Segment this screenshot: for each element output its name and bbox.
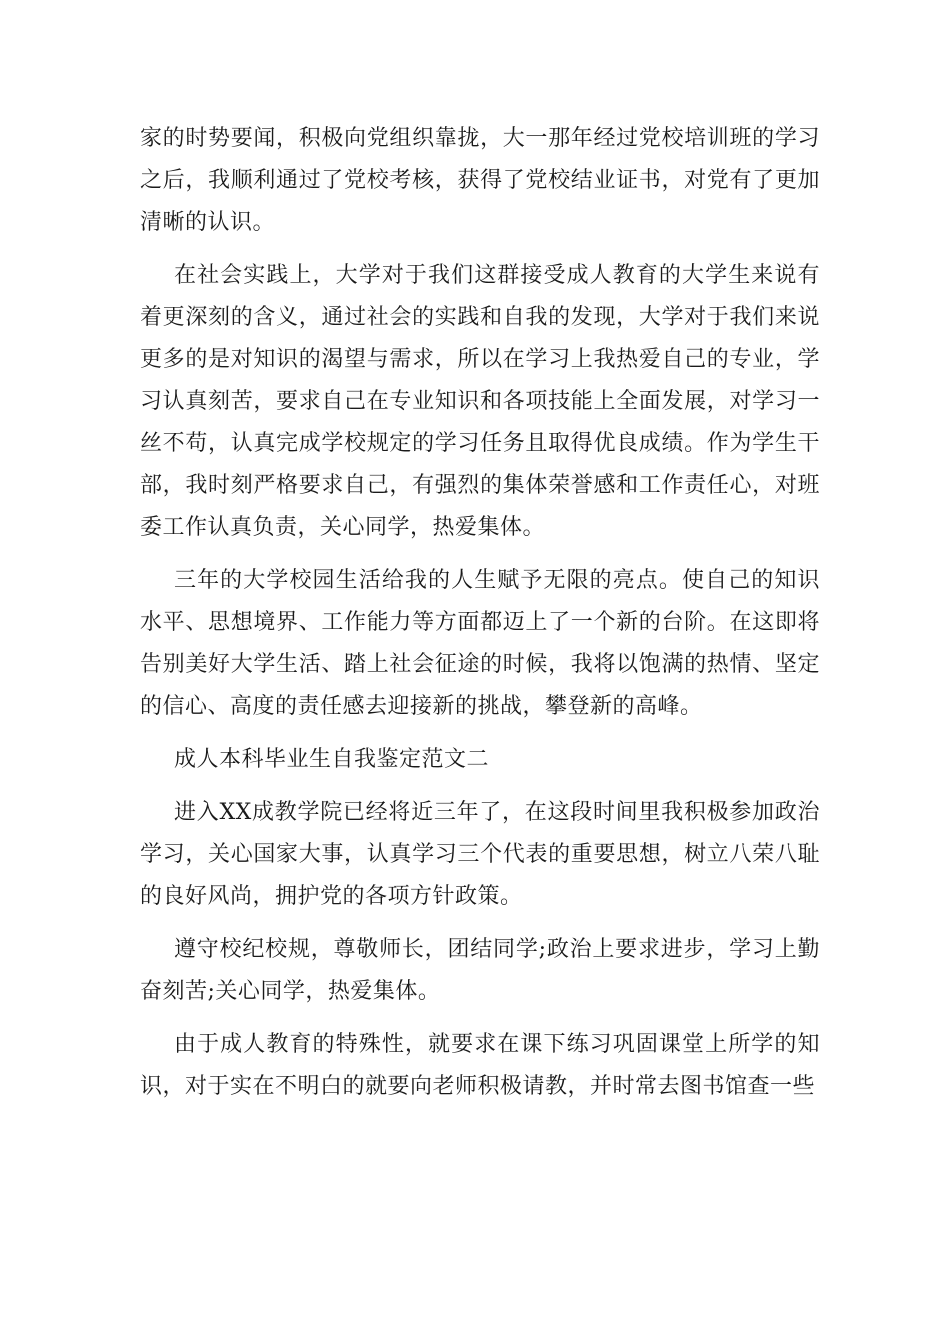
paragraph-continuation: 家的时势要闻，积极向党组织靠拢，大一那年经过党校培训班的学习之后，我顺利通过了党校考核，获得了党校结业证书，对党有了更加清晰的认识。 [140, 126, 820, 235]
paragraph-discipline: 遵守校纪校规，尊敬师长，团结同学;政治上要求进步，学习上勤奋刻苦;关心同学，热爱集体。 [140, 937, 820, 1004]
section-heading: 成人本科毕业生自我鉴定范文二 [174, 747, 490, 772]
paragraph-social-practice: 在社会实践上，大学对于我们这群接受成人教育的大学生来说有着更深刻的含义，通过社会的实践和自我的发现，大学对于我们来说更多的是对知识的渴望与需求，所以在学习上我热爱自己的专业，学习认真刻苦，要求自己在专业知识和各项技能上全面发展，对学习一丝不苟，认真完成学校规定的学习任务且取得优良成绩。作为学生干部，我时刻严格要求自己，有强烈的集体荣誉感和工作责任心，对班委工作认真负责，关心同学，热爱集体。 [140, 263, 820, 540]
document-body [140, 118, 820, 1119]
paragraph-campus-life: 三年的大学校园生活给我的人生赋予无限的亮点。使自己的知识水平、思想境界、工作能力等方面都迈上了一个新的台阶。在这即将告别美好大学生活、踏上社会征途的时候，我将以饱满的热情、坚定的信心、高度的责任感去迎接新的挑战，攀登新的高峰。 [140, 568, 820, 719]
paragraph-study-methods: 由于成人教育的特殊性，就要求在课下练习巩固课堂上所学的知识，对于实在不明白的就要向老师积极请教，并时常去图书馆查一些 [140, 1032, 820, 1099]
paragraph-enrollment: 进入XX成教学院已经将近三年了，在这段时间里我积极参加政治学习，关心国家大事，认真学习三个代表的重要思想，树立八荣八耻的良好风尚，拥护党的各项方针政策。 [140, 800, 820, 909]
